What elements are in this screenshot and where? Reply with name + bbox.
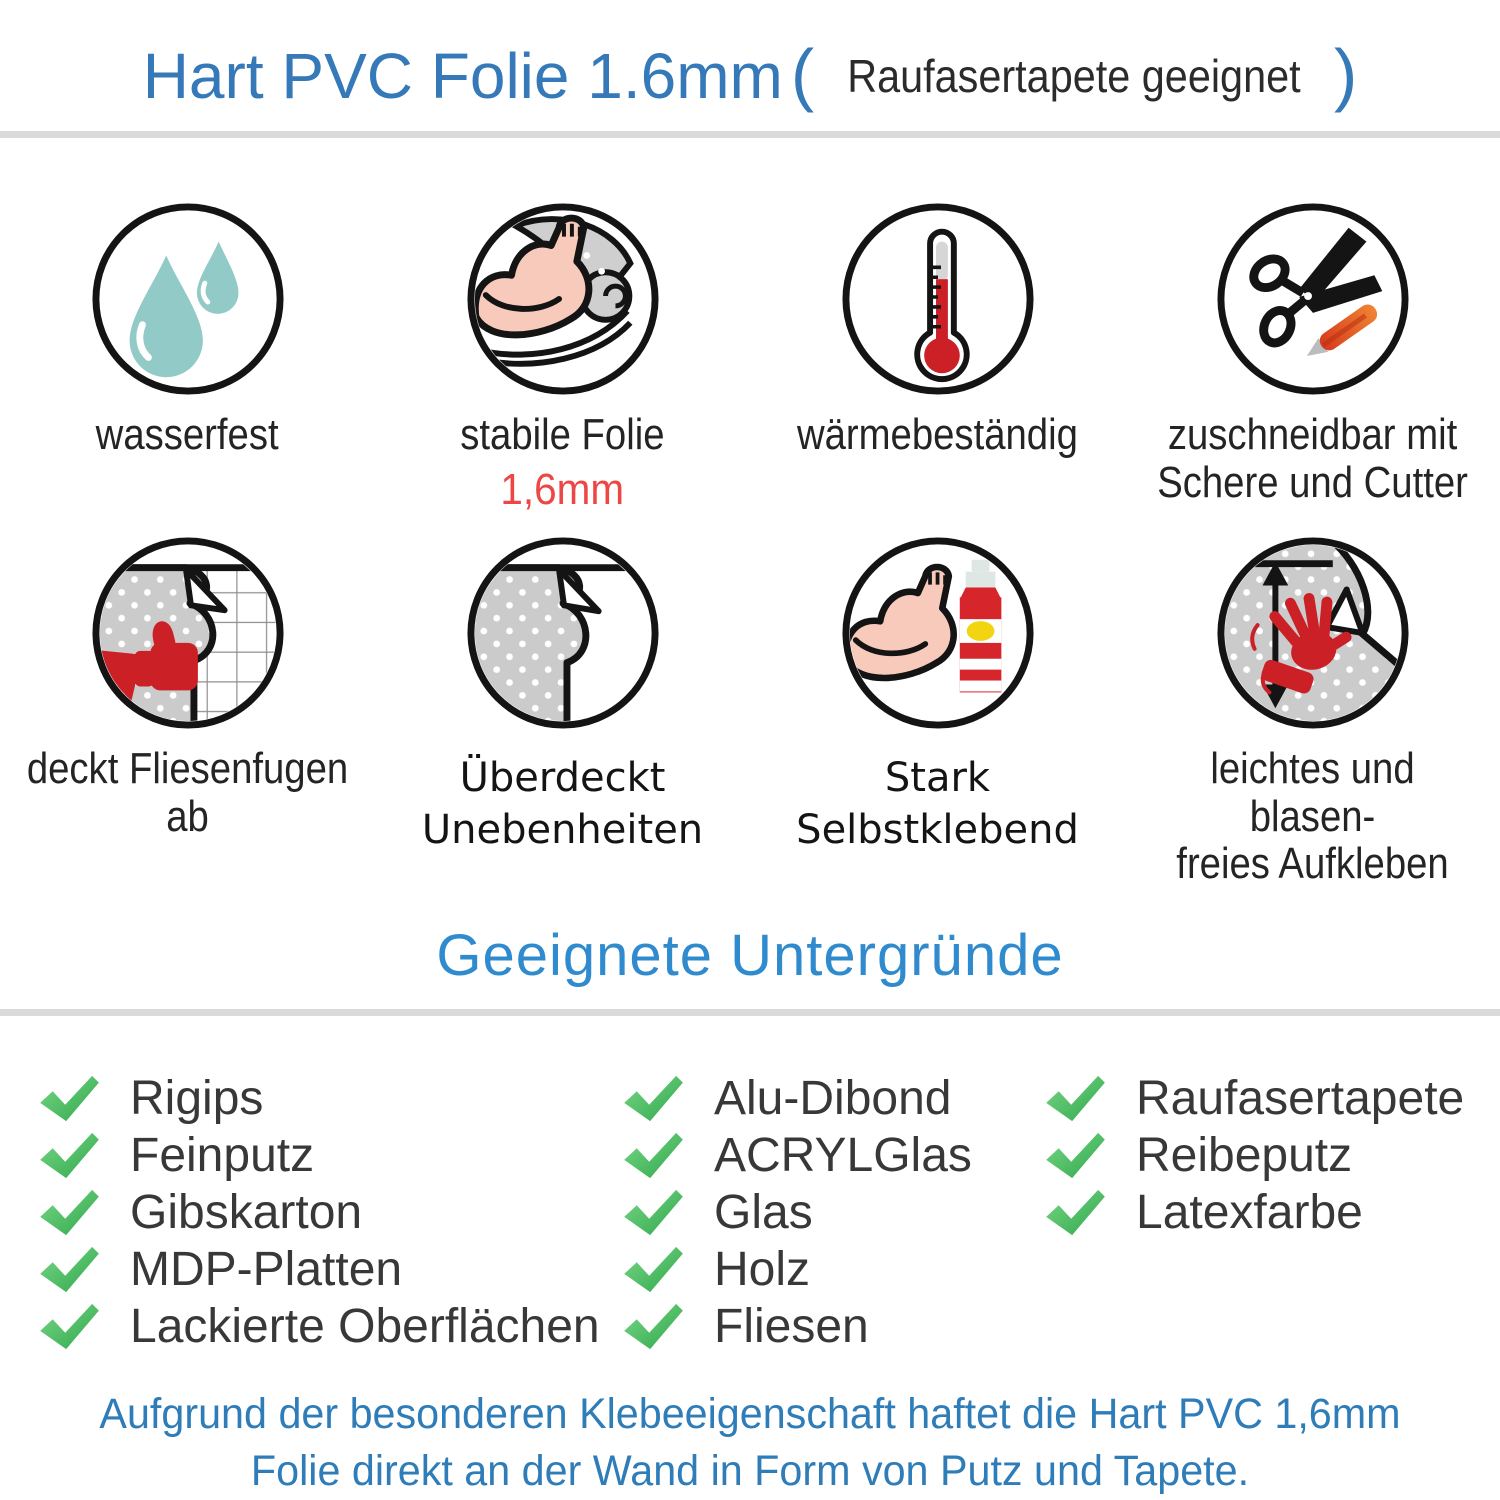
list-item: [622, 1298, 972, 1355]
list-item: [38, 1184, 600, 1241]
divider-top: [0, 131, 1500, 138]
surface-label: Feinputz: [130, 1129, 315, 1182]
surface-label: Lackierte Oberflächen: [130, 1300, 600, 1353]
feature-grid: [0, 200, 1500, 889]
check-icon: [622, 1245, 686, 1295]
divider-middle: [0, 1009, 1500, 1016]
feature-label-line2: Unebenheiten: [421, 807, 704, 853]
feature-waermebestaendig: [750, 200, 1125, 534]
feature-label: [24, 745, 350, 840]
list-item: [1044, 1184, 1464, 1241]
list-item: [38, 1127, 600, 1184]
scissors-cutter-icon: [1214, 200, 1412, 398]
feature-wasserfest: [0, 200, 375, 534]
thickness-note: 1,6mm: [500, 464, 625, 514]
footer-note-line1: Aufgrund der besonderen Klebeeigenschaft haftet die Hart PVC 1,6mm: [99, 1390, 1401, 1438]
surface-label: Gibskarton: [130, 1186, 363, 1239]
feature-label-line1: leichtes und blasen-: [1210, 744, 1415, 841]
list-item: [1044, 1070, 1464, 1127]
footer-note-line2: Folie direkt an der Wand in Form von Putz und Tapete.: [250, 1447, 1250, 1496]
check-icon: [38, 1188, 102, 1238]
thermometer-icon: [839, 200, 1037, 398]
feature-unebenheiten: [375, 534, 750, 868]
water-drops-icon: [89, 200, 287, 398]
feature-stabile-folie: [375, 200, 750, 534]
feature-label: [460, 411, 664, 459]
feature-label: [796, 752, 1079, 856]
page-subtitle-text: Raufasertapete geeignet: [847, 50, 1301, 102]
feature-label: [96, 411, 279, 459]
list-item: [38, 1241, 600, 1298]
surfaces-checklist: [0, 1070, 1500, 1370]
feature-aufkleben: [1125, 534, 1500, 889]
check-icon: [38, 1302, 102, 1352]
feature-label-line1: Stark: [884, 755, 991, 801]
list-item: [622, 1184, 972, 1241]
feature-label: [797, 411, 1078, 459]
surfaces-column-2: [622, 1070, 972, 1355]
list-item: [622, 1070, 972, 1127]
list-item: [622, 1241, 972, 1298]
surface-label: Holz: [714, 1243, 811, 1296]
surface-label: Alu-Dibond: [714, 1072, 952, 1125]
surfaces-column-3: [1044, 1070, 1464, 1241]
feature-zuschneidbar: [1125, 200, 1500, 534]
paren-open: (: [790, 35, 815, 113]
list-item: [1044, 1127, 1464, 1184]
page-title: [0, 26, 1500, 126]
check-icon: [38, 1245, 102, 1295]
feature-selbstklebend: [750, 534, 1125, 868]
feature-label-line2: Schere und Cutter: [1157, 457, 1468, 507]
surface-label: Latexfarbe: [1136, 1186, 1363, 1239]
foil-covers-icon: [464, 534, 662, 732]
feature-label-line2: freies Aufkleben: [1176, 839, 1449, 889]
footer-note: [0, 1386, 1500, 1500]
check-icon: [622, 1302, 686, 1352]
surface-label: MDP-Platten: [130, 1243, 403, 1296]
check-icon: [1044, 1188, 1108, 1238]
strong-arm-foil-icon: [464, 200, 662, 398]
check-icon: [38, 1074, 102, 1124]
surface-label: Rigips: [130, 1072, 264, 1125]
surface-label: ACRYLGlas: [714, 1129, 972, 1182]
section-title: Geeignete Untergründe: [436, 923, 1064, 988]
feature-label-line1: zuschneidbar mit: [1167, 410, 1458, 459]
surface-label: Raufasertapete: [1136, 1072, 1465, 1125]
list-item: [38, 1070, 600, 1127]
feature-label-line1: deckt Fliesenfugen ab: [26, 744, 349, 841]
feature-label-line2: Selbstklebend: [796, 807, 1079, 853]
check-icon: [622, 1188, 686, 1238]
feature-fliesenfugen: [0, 534, 375, 868]
check-icon: [1044, 1131, 1108, 1181]
surfaces-column-1: [38, 1070, 600, 1355]
thumbs-up-tiles-icon: [89, 534, 287, 732]
check-icon: [622, 1074, 686, 1124]
list-item: [622, 1127, 972, 1184]
feature-label-line1: wasserfest: [96, 410, 279, 459]
feature-label: [422, 752, 703, 856]
strong-glue-icon: [839, 534, 1037, 732]
check-icon: [1044, 1074, 1108, 1124]
hand-apply-icon: [1214, 534, 1412, 732]
check-icon: [38, 1131, 102, 1181]
feature-label-line1: Überdeckt: [459, 755, 666, 801]
feature-label: [1149, 745, 1475, 888]
feature-label-line1: wärmebeständig: [797, 410, 1078, 459]
surface-label: Fliesen: [714, 1300, 869, 1353]
surface-label: Glas: [714, 1186, 813, 1239]
paren-close: ): [1333, 35, 1358, 113]
list-item: [38, 1298, 600, 1355]
check-icon: [622, 1131, 686, 1181]
page-title-text: Hart PVC Folie 1.6mm: [142, 40, 783, 112]
surface-label: Reibeputz: [1136, 1129, 1353, 1182]
feature-label-line1: stabile Folie: [460, 410, 665, 459]
feature-label: [1157, 411, 1468, 506]
